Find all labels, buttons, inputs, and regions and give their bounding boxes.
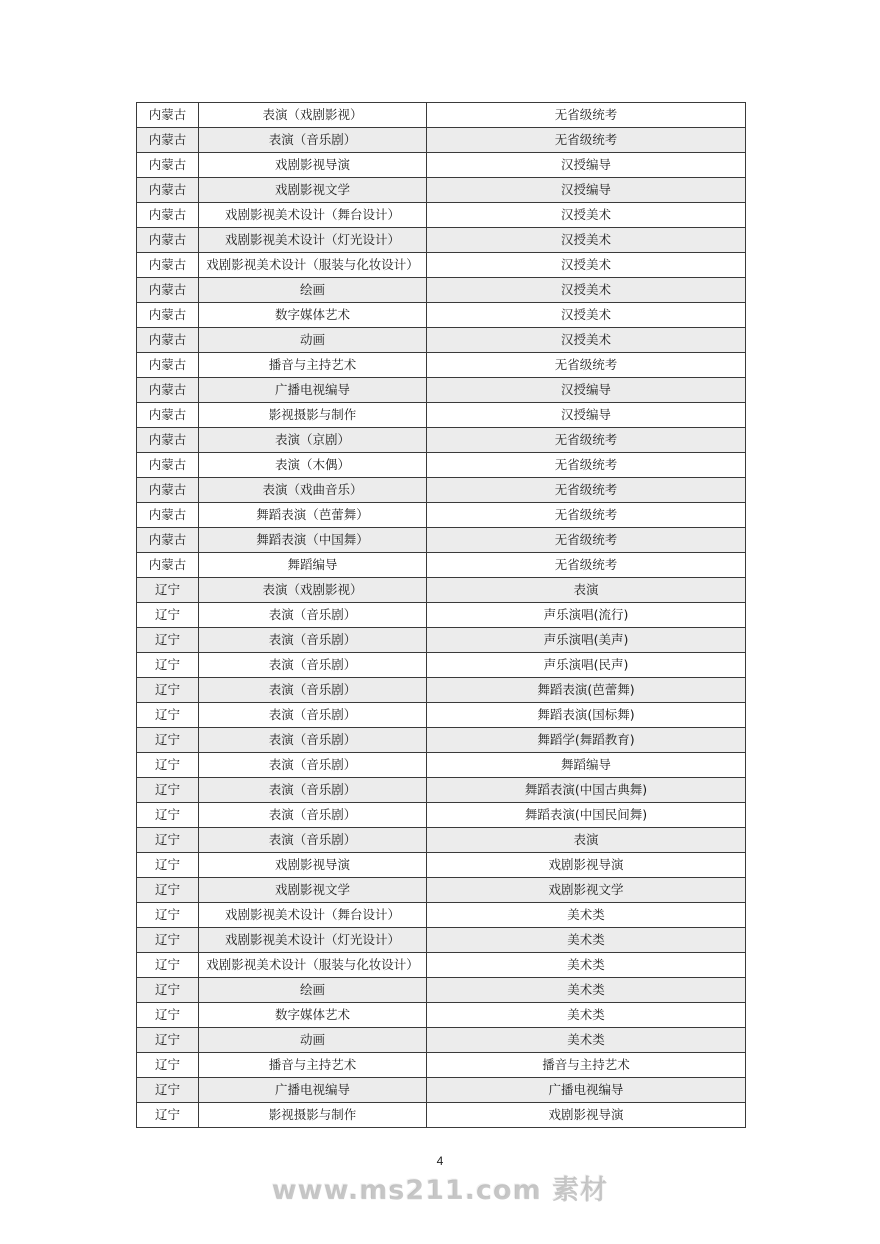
exam-category-cell: 汉授编导 — [427, 178, 746, 203]
exam-category-cell: 汉授编导 — [427, 153, 746, 178]
major-cell: 数字媒体艺术 — [199, 1003, 427, 1028]
province-cell: 辽宁 — [137, 578, 199, 603]
table-row — [137, 828, 746, 853]
table-row — [137, 303, 746, 328]
exam-category-cell: 无省级统考 — [427, 353, 746, 378]
exam-category-cell: 广播电视编导 — [427, 1078, 746, 1103]
province-cell: 内蒙古 — [137, 203, 199, 228]
province-cell: 辽宁 — [137, 853, 199, 878]
major-cell: 广播电视编导 — [199, 378, 427, 403]
exam-category-cell: 舞蹈学(舞蹈教育) — [427, 728, 746, 753]
major-cell: 动画 — [199, 1028, 427, 1053]
table-row — [137, 553, 746, 578]
exam-category-cell: 汉授美术 — [427, 328, 746, 353]
table-row — [137, 1003, 746, 1028]
major-cell: 表演（音乐剧） — [199, 628, 427, 653]
major-cell: 表演（音乐剧） — [199, 803, 427, 828]
table-row — [137, 128, 746, 153]
province-cell: 辽宁 — [137, 1003, 199, 1028]
major-cell: 表演（戏剧影视） — [199, 578, 427, 603]
exam-category-cell: 播音与主持艺术 — [427, 1053, 746, 1078]
major-cell: 表演（音乐剧） — [199, 128, 427, 153]
province-cell: 内蒙古 — [137, 428, 199, 453]
major-cell: 动画 — [199, 328, 427, 353]
province-cell: 辽宁 — [137, 903, 199, 928]
table-row — [137, 178, 746, 203]
province-cell: 内蒙古 — [137, 278, 199, 303]
province-cell: 内蒙古 — [137, 153, 199, 178]
major-cell: 广播电视编导 — [199, 1078, 427, 1103]
exam-category-cell: 舞蹈表演(芭蕾舞) — [427, 678, 746, 703]
exam-category-cell: 舞蹈表演(中国民间舞) — [427, 803, 746, 828]
table-row — [137, 453, 746, 478]
table-row — [137, 1078, 746, 1103]
exam-category-cell: 汉授美术 — [427, 203, 746, 228]
exam-category-cell: 美术类 — [427, 903, 746, 928]
major-cell: 戏剧影视导演 — [199, 853, 427, 878]
major-cell: 播音与主持艺术 — [199, 1053, 427, 1078]
exam-category-cell: 舞蹈表演(国标舞) — [427, 703, 746, 728]
major-cell: 表演（戏剧影视） — [199, 103, 427, 128]
major-cell: 戏剧影视美术设计（灯光设计） — [199, 928, 427, 953]
province-cell: 辽宁 — [137, 703, 199, 728]
table-row — [137, 253, 746, 278]
table-row — [137, 528, 746, 553]
major-cell: 播音与主持艺术 — [199, 353, 427, 378]
exam-category-cell: 无省级统考 — [427, 453, 746, 478]
province-cell: 辽宁 — [137, 753, 199, 778]
major-cell: 表演（音乐剧） — [199, 828, 427, 853]
exam-category-cell: 美术类 — [427, 928, 746, 953]
exam-category-cell: 汉授美术 — [427, 278, 746, 303]
major-cell: 影视摄影与制作 — [199, 1103, 427, 1128]
province-cell: 辽宁 — [137, 978, 199, 1003]
table-row — [137, 628, 746, 653]
table-row — [137, 478, 746, 503]
table-row — [137, 328, 746, 353]
major-cell: 绘画 — [199, 978, 427, 1003]
table-row — [137, 603, 746, 628]
province-cell: 内蒙古 — [137, 128, 199, 153]
table-row — [137, 778, 746, 803]
exam-category-cell: 声乐演唱(美声) — [427, 628, 746, 653]
exam-category-cell: 无省级统考 — [427, 528, 746, 553]
province-cell: 内蒙古 — [137, 478, 199, 503]
province-cell: 内蒙古 — [137, 553, 199, 578]
province-cell: 内蒙古 — [137, 403, 199, 428]
major-cell: 绘画 — [199, 278, 427, 303]
table-body — [137, 103, 746, 1128]
province-exam-table — [136, 102, 746, 1128]
major-cell: 表演（音乐剧） — [199, 678, 427, 703]
table-row — [137, 428, 746, 453]
major-cell: 戏剧影视文学 — [199, 878, 427, 903]
major-cell: 戏剧影视导演 — [199, 153, 427, 178]
major-cell: 表演（音乐剧） — [199, 653, 427, 678]
table-row — [137, 353, 746, 378]
province-cell: 内蒙古 — [137, 453, 199, 478]
province-cell: 内蒙古 — [137, 378, 199, 403]
table-row — [137, 803, 746, 828]
exam-category-cell: 声乐演唱(流行) — [427, 603, 746, 628]
province-cell: 内蒙古 — [137, 528, 199, 553]
table-row — [137, 278, 746, 303]
table-row — [137, 728, 746, 753]
table-row — [137, 578, 746, 603]
province-cell: 辽宁 — [137, 778, 199, 803]
table-row — [137, 853, 746, 878]
table-row — [137, 228, 746, 253]
exam-category-cell: 汉授编导 — [427, 378, 746, 403]
major-cell: 表演（音乐剧） — [199, 728, 427, 753]
table-row — [137, 153, 746, 178]
province-cell: 辽宁 — [137, 1078, 199, 1103]
table-row — [137, 203, 746, 228]
major-cell: 舞蹈编导 — [199, 553, 427, 578]
province-cell: 辽宁 — [137, 603, 199, 628]
exam-category-cell: 戏剧影视导演 — [427, 853, 746, 878]
exam-category-cell: 美术类 — [427, 1028, 746, 1053]
table-row — [137, 928, 746, 953]
major-cell: 戏剧影视美术设计（服装与化妆设计） — [199, 953, 427, 978]
province-cell: 辽宁 — [137, 928, 199, 953]
province-cell: 辽宁 — [137, 1103, 199, 1128]
province-cell: 辽宁 — [137, 953, 199, 978]
table-row — [137, 503, 746, 528]
province-cell: 内蒙古 — [137, 228, 199, 253]
major-cell: 舞蹈表演（芭蕾舞） — [199, 503, 427, 528]
table-row — [137, 978, 746, 1003]
table-row — [137, 378, 746, 403]
province-cell: 辽宁 — [137, 828, 199, 853]
exam-category-cell: 汉授美术 — [427, 228, 746, 253]
major-cell: 戏剧影视文学 — [199, 178, 427, 203]
table-row — [137, 753, 746, 778]
exam-category-cell: 汉授美术 — [427, 303, 746, 328]
province-cell: 辽宁 — [137, 653, 199, 678]
table-row — [137, 878, 746, 903]
table-row — [137, 703, 746, 728]
exam-category-cell: 汉授美术 — [427, 253, 746, 278]
table-row — [137, 678, 746, 703]
major-cell: 表演（音乐剧） — [199, 603, 427, 628]
province-cell: 辽宁 — [137, 1053, 199, 1078]
exam-category-cell: 无省级统考 — [427, 128, 746, 153]
province-cell: 内蒙古 — [137, 253, 199, 278]
province-cell: 辽宁 — [137, 1028, 199, 1053]
major-cell: 戏剧影视美术设计（舞台设计） — [199, 203, 427, 228]
province-cell: 辽宁 — [137, 803, 199, 828]
exam-category-cell: 无省级统考 — [427, 503, 746, 528]
table-row — [137, 903, 746, 928]
site-watermark: www.ms211.com 素材 — [271, 1175, 609, 1206]
province-cell: 辽宁 — [137, 728, 199, 753]
major-cell: 数字媒体艺术 — [199, 303, 427, 328]
exam-category-cell: 无省级统考 — [427, 103, 746, 128]
exam-category-cell: 无省级统考 — [427, 428, 746, 453]
page-number: 4 — [436, 1154, 444, 1168]
table-row — [137, 1103, 746, 1128]
major-cell: 戏剧影视美术设计（灯光设计） — [199, 228, 427, 253]
exam-category-cell: 舞蹈表演(中国古典舞) — [427, 778, 746, 803]
major-cell: 戏剧影视美术设计（舞台设计） — [199, 903, 427, 928]
major-cell: 表演（音乐剧） — [199, 703, 427, 728]
exam-category-cell: 美术类 — [427, 953, 746, 978]
exam-category-cell: 无省级统考 — [427, 478, 746, 503]
exam-category-cell: 美术类 — [427, 978, 746, 1003]
major-cell: 表演（戏曲音乐） — [199, 478, 427, 503]
province-cell: 内蒙古 — [137, 328, 199, 353]
exam-category-cell: 美术类 — [427, 1003, 746, 1028]
exam-category-cell: 舞蹈编导 — [427, 753, 746, 778]
exam-category-cell: 戏剧影视文学 — [427, 878, 746, 903]
major-cell: 表演（音乐剧） — [199, 778, 427, 803]
province-cell: 辽宁 — [137, 678, 199, 703]
province-cell: 辽宁 — [137, 878, 199, 903]
province-cell: 内蒙古 — [137, 178, 199, 203]
exam-category-cell: 汉授编导 — [427, 403, 746, 428]
table-row — [137, 1028, 746, 1053]
province-cell: 内蒙古 — [137, 103, 199, 128]
major-cell: 影视摄影与制作 — [199, 403, 427, 428]
province-cell: 内蒙古 — [137, 503, 199, 528]
province-cell: 内蒙古 — [137, 303, 199, 328]
table-row — [137, 403, 746, 428]
exam-category-cell: 表演 — [427, 578, 746, 603]
exam-category-cell: 表演 — [427, 828, 746, 853]
major-cell: 舞蹈表演（中国舞） — [199, 528, 427, 553]
major-cell: 表演（木偶） — [199, 453, 427, 478]
table-row — [137, 953, 746, 978]
exam-category-cell: 无省级统考 — [427, 553, 746, 578]
table-row — [137, 1053, 746, 1078]
major-cell: 表演（京剧） — [199, 428, 427, 453]
table-row — [137, 653, 746, 678]
major-cell: 表演（音乐剧） — [199, 753, 427, 778]
table-row — [137, 103, 746, 128]
province-cell: 内蒙古 — [137, 353, 199, 378]
major-cell: 戏剧影视美术设计（服装与化妆设计） — [199, 253, 427, 278]
province-cell: 辽宁 — [137, 628, 199, 653]
exam-category-cell: 声乐演唱(民声) — [427, 653, 746, 678]
exam-category-cell: 戏剧影视导演 — [427, 1103, 746, 1128]
